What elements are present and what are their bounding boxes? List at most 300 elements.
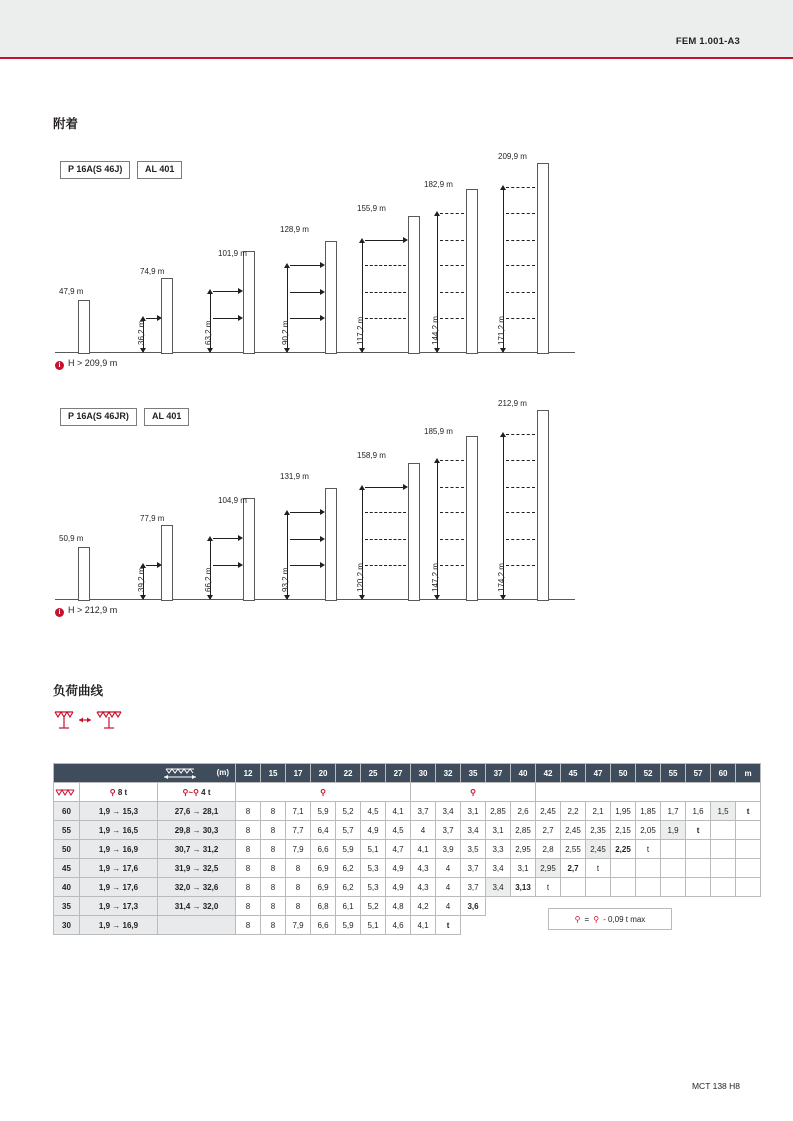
anchor-connector-3a [213, 291, 241, 292]
table-subheader-row [54, 783, 761, 802]
cell: 8 [236, 916, 261, 935]
info-icon-1: i [55, 361, 64, 370]
cell [611, 878, 636, 897]
col-header-4: 22 [336, 764, 361, 783]
cell: 8 [236, 840, 261, 859]
anchor-connector-2-7b [506, 460, 535, 461]
row-range1-40: 1,9 → 17,6 [80, 878, 158, 897]
cell: 7,9 [286, 916, 311, 935]
note-text-2: H > 212,9 m [68, 605, 118, 615]
height-label-3: 101,9 m [218, 249, 247, 258]
subheader-hook-mid [236, 783, 411, 802]
cell [711, 821, 736, 840]
cell: 6,4 [311, 821, 336, 840]
row-jib-50: 50 [54, 840, 80, 859]
crane-config-icon [53, 708, 125, 732]
cell-unit: t [436, 916, 461, 935]
cell: 3,1 [486, 821, 511, 840]
legend-equals: = [584, 914, 590, 924]
row-range1-55: 1,9 → 16,5 [80, 821, 158, 840]
anchor-connector-5a [365, 240, 406, 241]
anchor-connector-4a [290, 265, 323, 266]
anchor-connector-7a [506, 187, 535, 188]
row-jib-30: 30 [54, 916, 80, 935]
anchor-connector-2-5b [365, 512, 406, 513]
anchor-arrow-down-5 [359, 348, 365, 353]
cell [686, 859, 711, 878]
info-icon-2: i [55, 608, 64, 617]
anchor-label-2: 36,2 m [137, 320, 146, 345]
cell: 8 [236, 802, 261, 821]
row-range1-30: 1,9 → 16,9 [80, 916, 158, 935]
ground-line-1 [55, 352, 575, 353]
cell [736, 859, 761, 878]
col-header-14: 47 [586, 764, 611, 783]
mast-7 [537, 163, 549, 354]
height-label-7: 209,9 m [498, 152, 527, 161]
col-header-19: 60 [711, 764, 736, 783]
anchor-arrowhead-2-4a [320, 509, 325, 515]
cell: 3,4 [486, 878, 511, 897]
cell: 2,7 [536, 821, 561, 840]
ground-line-2 [55, 599, 575, 600]
note-diagram-1 [55, 358, 117, 370]
hook-icon-right: ⚲ [470, 787, 476, 797]
row-range2-45: 31,9 → 32,5 [158, 859, 236, 878]
load-curve-pictogram [53, 708, 125, 732]
row-range1-45: 1,9 → 17,6 [80, 859, 158, 878]
cell: 4,2 [411, 897, 436, 916]
mast-2-2 [161, 525, 173, 601]
cell: 4,3 [411, 859, 436, 878]
anchor-connector-7c [506, 240, 535, 241]
anchor-arrowhead-2-4c [320, 562, 325, 568]
anchor-connector-7e [506, 292, 535, 293]
cell: 8 [261, 821, 286, 840]
height-label-5: 155,9 m [357, 204, 386, 213]
cell: 5,1 [361, 916, 386, 935]
cell: 2,8 [536, 840, 561, 859]
cell [611, 859, 636, 878]
header-accent-rule [0, 57, 793, 59]
cell: 3,5 [461, 840, 486, 859]
anchor-arrowhead-4a [320, 262, 325, 268]
cell: 4 [436, 878, 461, 897]
mast-5 [408, 216, 420, 354]
anchor-arrowhead-2-2 [157, 562, 162, 568]
row-range1-35: 1,9 → 17,3 [80, 897, 158, 916]
mast-2-5 [408, 463, 420, 601]
table-row [54, 802, 761, 821]
mast-1 [78, 300, 90, 354]
cell: 3,7 [411, 802, 436, 821]
table-row [54, 821, 761, 840]
page-header [0, 0, 793, 57]
cell: 8 [261, 859, 286, 878]
cell: 2,45 [561, 821, 586, 840]
subheader-jib-icon [54, 783, 80, 802]
cell: 2,45 [586, 840, 611, 859]
cell: 5,9 [311, 802, 336, 821]
anchor-arrowhead-3b [238, 315, 243, 321]
cell: 4,7 [386, 840, 411, 859]
col-header-2: 17 [286, 764, 311, 783]
height-label-1: 47,9 m [59, 287, 84, 296]
cell: 4 [436, 859, 461, 878]
anchor-connector-5c [365, 292, 406, 293]
row-range2-30 [158, 916, 236, 935]
cell-unit: 2,25 [611, 840, 636, 859]
cell: 2,95 [511, 840, 536, 859]
height-label-2-5: 158,9 m [357, 451, 386, 460]
height-label-2-1: 50,9 m [59, 534, 84, 543]
anchor-connector-2-7d [506, 512, 535, 513]
cell: 5,3 [361, 859, 386, 878]
cell [586, 878, 611, 897]
cell: 8 [261, 897, 286, 916]
row-jib-60: 60 [54, 802, 80, 821]
cell: 6,1 [336, 897, 361, 916]
mast-2-7 [537, 410, 549, 601]
cell: t [586, 859, 611, 878]
model-tag-2a: P 16A(S 46JR) [60, 408, 137, 426]
cell: 5,7 [336, 821, 361, 840]
cell: 6,9 [311, 878, 336, 897]
anchor-arrow-down-3 [207, 348, 213, 353]
col-header-17: 55 [661, 764, 686, 783]
cell: 8 [236, 897, 261, 916]
col-header-13: 45 [561, 764, 586, 783]
cell: 6,9 [311, 859, 336, 878]
section-title-anchoring: 附着 [53, 117, 79, 131]
cell [686, 878, 711, 897]
anchor-arrowhead-2-3a [238, 535, 243, 541]
load-table-wrapper [53, 763, 752, 935]
mast-2-3 [243, 498, 255, 601]
anchor-connector-6d [440, 292, 464, 293]
cell: 2,6 [511, 802, 536, 821]
cell: 5,9 [336, 916, 361, 935]
mast-2-4 [325, 488, 337, 601]
cell: t [636, 840, 661, 859]
note-text-1: H > 209,9 m [68, 358, 118, 368]
cell [686, 840, 711, 859]
cell: 7,9 [286, 840, 311, 859]
legend-box [548, 908, 672, 930]
row-range2-50: 30,7 → 31,2 [158, 840, 236, 859]
anchor-connector-2-6d [440, 539, 464, 540]
cell: 5,9 [336, 840, 361, 859]
anchor-arrowhead-2-3b [238, 562, 243, 568]
cell: 2,55 [561, 840, 586, 859]
cell: 7,1 [286, 802, 311, 821]
anchor-connector-2-4c [290, 565, 323, 566]
cell: 2,35 [586, 821, 611, 840]
col-header-15: 50 [611, 764, 636, 783]
cell: 3,1 [511, 859, 536, 878]
row-range2-60: 27,6 → 28,1 [158, 802, 236, 821]
anchor-arrow-down-2 [140, 348, 146, 353]
cell [736, 840, 761, 859]
row-range1-60: 1,9 → 15,3 [80, 802, 158, 821]
col-header-18: 57 [686, 764, 711, 783]
cell: 6,6 [311, 840, 336, 859]
cell: 8 [286, 859, 311, 878]
col-header-10: 37 [486, 764, 511, 783]
anchor-arrow-down-2-2 [140, 595, 146, 600]
cell: 2,2 [561, 802, 586, 821]
row-range2-40: 32,0 → 32,6 [158, 878, 236, 897]
height-label-4: 128,9 m [280, 225, 309, 234]
cell: 6,8 [311, 897, 336, 916]
anchor-connector-2-6b [440, 487, 464, 488]
height-label-2-7: 212,9 m [498, 399, 527, 408]
anchor-label-2-5: 147,2 m [431, 563, 440, 592]
anchor-connector-6b [440, 240, 464, 241]
cell [636, 859, 661, 878]
anchor-connector-2-5d [365, 565, 406, 566]
cell: 5,1 [361, 840, 386, 859]
cell: 2,95 [536, 859, 561, 878]
cell [661, 878, 686, 897]
cell: 6,2 [336, 859, 361, 878]
cell: 3,1 [461, 802, 486, 821]
anchor-arrow-down-2-6 [434, 595, 440, 600]
col-header-1: 15 [261, 764, 286, 783]
footer-text: MCT 138 H8 [691, 1081, 740, 1091]
anchor-arrowhead-4b [320, 289, 325, 295]
cell: t [536, 878, 561, 897]
col-header-11: 40 [511, 764, 536, 783]
cell: 6,2 [336, 878, 361, 897]
row-jib-45: 45 [54, 859, 80, 878]
table-row [54, 859, 761, 878]
col-header-9: 35 [461, 764, 486, 783]
anchor-arrowhead-2-5a [403, 484, 408, 490]
mast-6 [466, 189, 478, 354]
anchor-arrow-down-2-5 [359, 595, 365, 600]
table-header-row [54, 764, 761, 783]
mast-2-6 [466, 436, 478, 601]
cell: 1,6 [686, 802, 711, 821]
hook-2fall-icon: ⚲ [109, 787, 116, 797]
note-diagram-2 [55, 605, 117, 617]
cell: 1,5 [711, 802, 736, 821]
anchor-connector-2-3a [213, 538, 241, 539]
cell: 4,6 [386, 916, 411, 935]
cell: 1,7 [661, 802, 686, 821]
cell: 3,7 [436, 821, 461, 840]
anchor-arrow-down-2-7 [500, 595, 506, 600]
cell: 4 [436, 897, 461, 916]
cell: 6,6 [311, 916, 336, 935]
row-jib-40: 40 [54, 878, 80, 897]
jib-length-icon [160, 766, 210, 780]
cell: 2,85 [486, 802, 511, 821]
anchor-connector-2-6c [440, 512, 464, 513]
col-header-0: 12 [236, 764, 261, 783]
cell [711, 840, 736, 859]
cell-unit: 3,13 [511, 878, 536, 897]
cell-unit: t [736, 802, 761, 821]
anchor-label-2-1: 39,2 m [137, 567, 146, 592]
anchor-label-2-4: 120,2 m [356, 563, 365, 592]
cell: 8 [261, 840, 286, 859]
hook-icon-legend-b: ⚲ [593, 914, 600, 924]
col-header-3: 20 [311, 764, 336, 783]
cell: 8 [286, 897, 311, 916]
cell: 4,3 [411, 878, 436, 897]
cell [661, 840, 686, 859]
mast-2-1 [78, 547, 90, 601]
anchor-connector-2-7c [506, 487, 535, 488]
model-tag-1a: P 16A(S 46J) [60, 161, 130, 179]
cell [711, 859, 736, 878]
cell: 4,1 [386, 802, 411, 821]
anchor-label-5: 117,2 m [356, 316, 365, 345]
cell: 8 [261, 916, 286, 935]
anchor-arrow-down-6 [434, 348, 440, 353]
anchor-connector-2-4a [290, 512, 323, 513]
subheader-4t-label: 4 t [201, 787, 211, 797]
anchor-arrowhead-4c [320, 315, 325, 321]
cell: 8 [236, 878, 261, 897]
row-range1-50: 1,9 → 16,9 [80, 840, 158, 859]
cell: 3,4 [436, 802, 461, 821]
cell: 4,9 [386, 878, 411, 897]
cell: 8 [236, 859, 261, 878]
anchor-label-7: 171,2 m [497, 316, 506, 345]
cell: 8 [261, 802, 286, 821]
anchor-arrow-down-4 [284, 348, 290, 353]
anchor-connector-2-5c [365, 539, 406, 540]
hook-icon-mid: ⚲ [320, 787, 326, 797]
anchor-connector-2-5a [365, 487, 406, 488]
cell: 5,2 [361, 897, 386, 916]
height-label-2-3: 104,9 m [218, 496, 247, 505]
cell: 4 [411, 821, 436, 840]
model-tag-2b: AL 401 [144, 408, 189, 426]
height-label-2-4: 131,9 m [280, 472, 309, 481]
anchor-connector-5d [365, 318, 406, 319]
cell: 3,3 [486, 840, 511, 859]
cell [561, 878, 586, 897]
anchor-connector-4b [290, 292, 323, 293]
cell: 5,2 [336, 802, 361, 821]
row-jib-35: 35 [54, 897, 80, 916]
cell: 1,9 [661, 821, 686, 840]
height-label-2: 74,9 m [140, 267, 165, 276]
hook-icon-legend-a: ⚲ [574, 914, 581, 924]
cell: 1,95 [611, 802, 636, 821]
row-jib-55: 55 [54, 821, 80, 840]
height-label-2-2: 77,9 m [140, 514, 165, 523]
hook-4fall-icon: ⚲~⚲ [182, 787, 199, 797]
cell: 5,3 [361, 878, 386, 897]
mast-2 [161, 278, 173, 354]
anchor-connector-7d [506, 265, 535, 266]
anchor-connector-2-6a [440, 460, 464, 461]
cell: 3,7 [461, 878, 486, 897]
cell: 4,9 [361, 821, 386, 840]
anchor-connector-2-7a [506, 434, 535, 435]
subheader-8t [80, 783, 158, 802]
cell [736, 878, 761, 897]
cell: 2,15 [611, 821, 636, 840]
col-header-6: 27 [386, 764, 411, 783]
header-title: FEM 1.001-A3 [675, 36, 740, 47]
cell-unit: t [686, 821, 711, 840]
table-corner-label: (m) [216, 768, 230, 778]
anchor-connector-6c [440, 265, 464, 266]
cell: 8 [261, 878, 286, 897]
cell: 8 [286, 878, 311, 897]
cell: 4,5 [361, 802, 386, 821]
height-label-6: 182,9 m [424, 180, 453, 189]
cell [711, 878, 736, 897]
row-range2-35: 31,4 → 32,0 [158, 897, 236, 916]
anchor-arrow-down-7 [500, 348, 506, 353]
anchor-connector-2-4b [290, 539, 323, 540]
height-label-2-6: 185,9 m [424, 427, 453, 436]
anchor-connector-4c [290, 318, 323, 319]
anchor-label-6: 144,2 m [431, 316, 440, 345]
col-header-7: 30 [411, 764, 436, 783]
col-header-5: 25 [361, 764, 386, 783]
table-row [54, 840, 761, 859]
anchor-connector-5b [365, 265, 406, 266]
subheader-hook-right [411, 783, 536, 802]
cell: 3,7 [461, 859, 486, 878]
cell: 3,9 [436, 840, 461, 859]
anchor-connector-2-6e [440, 565, 464, 566]
anchor-connector-2-7e [506, 539, 535, 540]
cell: 2,85 [511, 821, 536, 840]
subheader-4t [158, 783, 236, 802]
cell: 1,85 [636, 802, 661, 821]
anchor-arrow-down-2-3 [207, 595, 213, 600]
anchor-label-2-3: 93,2 m [281, 567, 290, 592]
mast-4 [325, 241, 337, 354]
anchor-connector-7f [506, 318, 535, 319]
anchor-connector-7b [506, 213, 535, 214]
col-header-8: 32 [436, 764, 461, 783]
anchor-connector-2-7f [506, 565, 535, 566]
anchor-label-3: 63,2 m [204, 320, 213, 345]
anchor-label-4: 90,2 m [281, 320, 290, 345]
model-tag-1b: AL 401 [137, 161, 182, 179]
cell-unit: 2,7 [561, 859, 586, 878]
cell: 2,1 [586, 802, 611, 821]
cell: 3,4 [486, 859, 511, 878]
subheader-8t-label: 8 t [117, 787, 128, 797]
col-header-12: 42 [536, 764, 561, 783]
cell: 3,4 [461, 821, 486, 840]
table-corner-header [54, 764, 236, 783]
anchor-arrowhead-2-4b [320, 536, 325, 542]
col-header-20: m [736, 764, 761, 783]
cell: 4,5 [386, 821, 411, 840]
cell: 8 [236, 821, 261, 840]
cell-unit: 3,6 [461, 897, 486, 916]
anchor-connector-2-3b [213, 565, 241, 566]
anchor-label-2-6: 174,2 m [497, 563, 506, 592]
section-title-loadcurve: 负荷曲线 [53, 684, 104, 698]
table-row [54, 878, 761, 897]
anchor-connector-6e [440, 318, 464, 319]
cell: 2,45 [536, 802, 561, 821]
anchor-connector-3b [213, 318, 241, 319]
